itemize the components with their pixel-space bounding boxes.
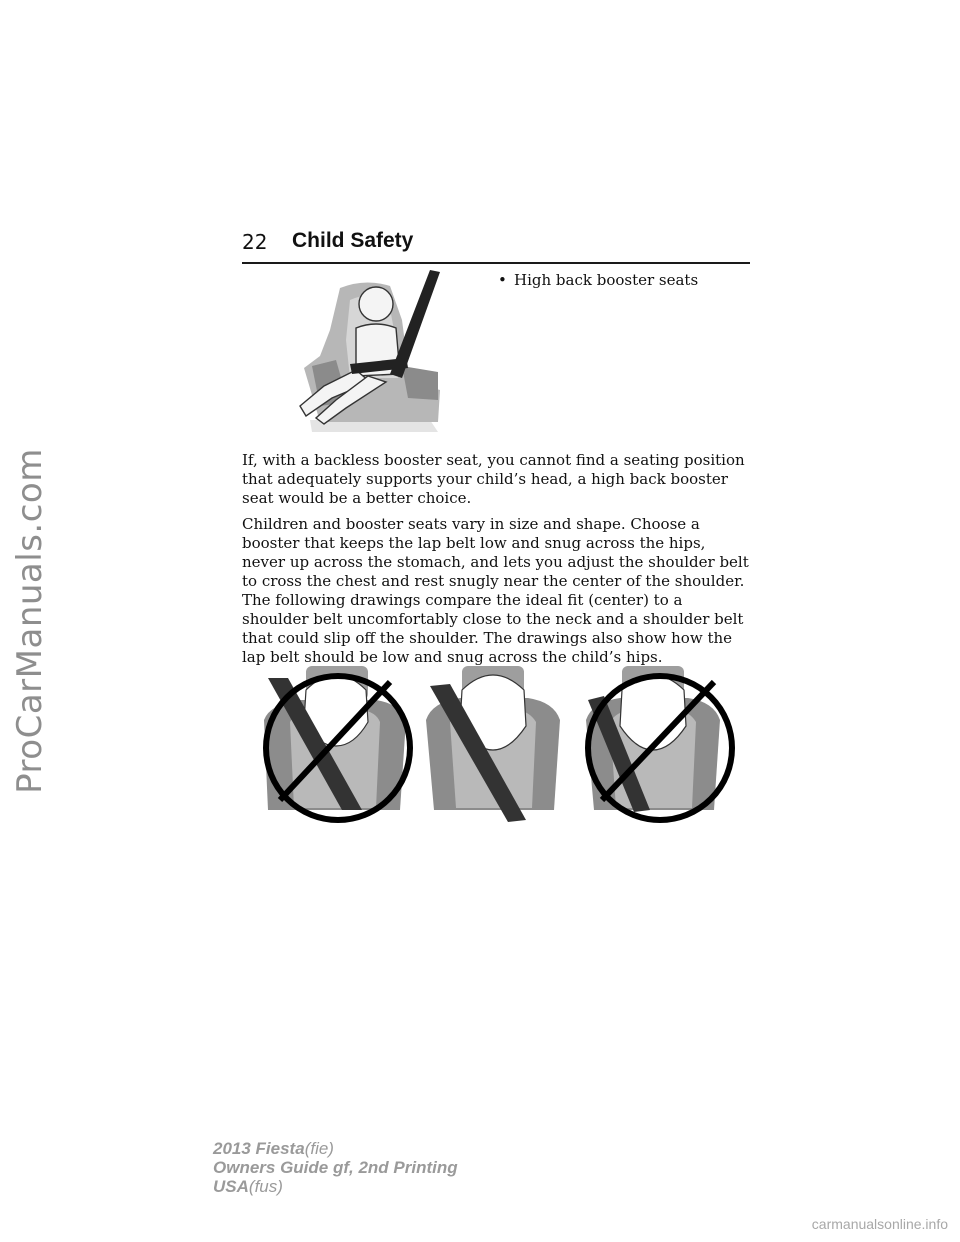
side-watermark bbox=[8, 0, 52, 1242]
footer-market: USA bbox=[213, 1177, 249, 1196]
page-number: 22 bbox=[242, 230, 268, 254]
page-header bbox=[242, 230, 750, 264]
footer-line-3 bbox=[213, 1177, 458, 1196]
bullet-dot: • bbox=[498, 271, 507, 289]
paragraph-1: If, with a backless booster seat, you cannot find a seating position that adequately supports your child’s head, a high back booster seat would be a better choice. bbox=[242, 451, 745, 507]
footer bbox=[213, 1139, 458, 1196]
belt-fit-off-shoulder bbox=[586, 666, 732, 820]
section-title: Child Safety bbox=[292, 229, 414, 252]
body-text bbox=[242, 451, 750, 674]
bullet-high-back bbox=[498, 271, 698, 290]
paragraph-2: Children and booster seats vary in size and shape. Choose a booster that keeps the lap belt low and snug across the hips, never up across the stomach, and lets you adjust the shoulder belt to cross the chest and rest snugly near the center of the shoulder. The following drawings compare the ideal fit (center) to a shoulder belt uncomfortably close to the neck and a shoulder belt that could slip off the shoulder. The drawings also show how the lap belt should be low and snug across the child’s hips. bbox=[242, 515, 749, 666]
footer-model-code: (fie) bbox=[304, 1139, 334, 1158]
high-back-booster-illustration bbox=[290, 270, 470, 435]
footer-line-1 bbox=[213, 1139, 458, 1158]
bottom-watermark: carmanualsonline.info bbox=[811, 1216, 948, 1232]
footer-guide: Owners Guide gf, 2nd Printing bbox=[213, 1158, 458, 1177]
belt-fit-too-close-neck bbox=[264, 666, 410, 820]
footer-market-code: (fus) bbox=[248, 1177, 283, 1196]
belt-fit-comparison bbox=[250, 660, 750, 825]
side-watermark-text: ProCarManuals.com bbox=[10, 448, 50, 794]
belt-fit-correct bbox=[426, 666, 560, 822]
footer-model: 2013 Fiesta bbox=[213, 1139, 305, 1158]
bullet-text: High back booster seats bbox=[514, 271, 699, 289]
